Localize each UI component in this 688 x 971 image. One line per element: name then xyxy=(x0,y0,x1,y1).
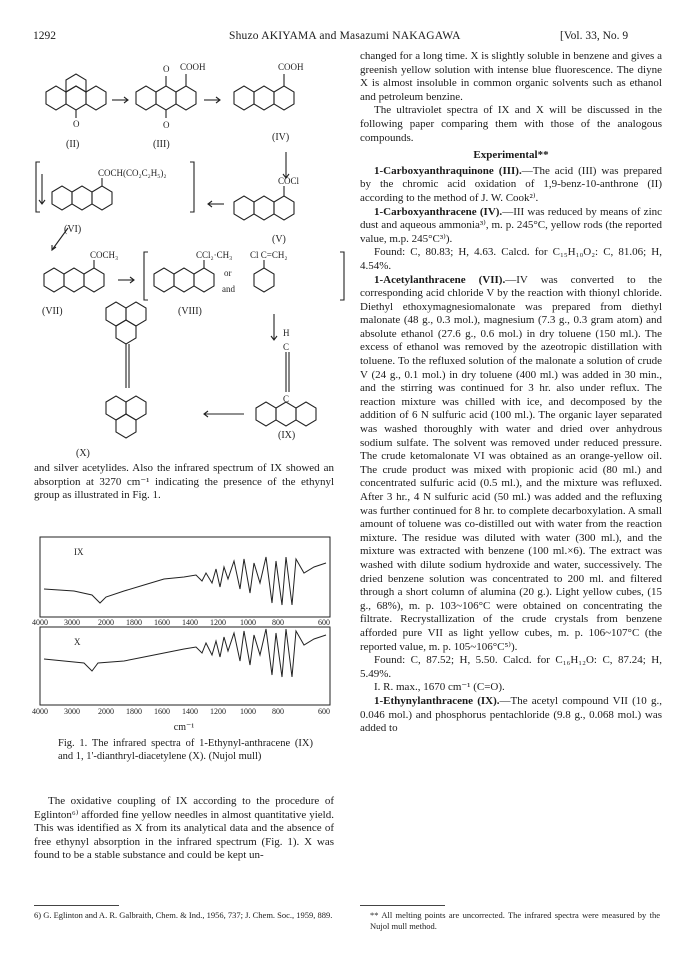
axis-tick-label: 800 xyxy=(272,707,284,716)
left-paragraph-2: The oxidative coupling of IX according to the procedure of Eglinton⁶⁾ afforded fine yellow needles in almost quantitative yield. This was identified as X from its analytical data and the absence of free ethynyl absorption in the infrared spectrum (Fig. 1). X was found to be a stable substance and could be kept un- xyxy=(34,795,334,862)
label-viii: (VIII) xyxy=(178,306,202,317)
analysis-vii: Found: C, 87.52; H, 5.50. Calcd. for C₁₆H₁₂O: C, 87.24; H, 5.49%. xyxy=(360,654,662,680)
axis-tick-label: 1800 xyxy=(126,618,142,627)
figure-caption: Fig. 1. The infrared spectra of 1-Ethynyl-anthracene (IX) and 1, 1'-dianthryl-diacetylene (X). (Nujol mull) xyxy=(58,738,313,762)
axis-tick-label: 3000 xyxy=(64,707,80,716)
procedure-iv: 1-Carboxyanthracene (IV).—III was reduced by means of zinc dust and aqueous ammonia³⁾, m. p. 245°C, yellow rods (the reported value, m.p. 245°C³⁾). xyxy=(360,205,663,245)
label-ix: (IX) xyxy=(278,430,296,441)
ir-vii: I. R. max., 1670 cm⁻¹ (C=O). xyxy=(374,681,505,694)
page-number: 1292 xyxy=(33,30,56,42)
procedure-vii-title: 1-Acetylanthracene (VII). xyxy=(374,273,506,286)
group-cooh-iv: COOH xyxy=(278,62,304,72)
procedure-iii: 1-Carboxyanthraquinone (III).—The acid (III) was prepared by the chromic acid oxidation of 1,9-benz-10-anthrone (II) according to the method of J. W. Cook²⁾. xyxy=(360,164,662,204)
group-cocl: COCl xyxy=(278,176,300,186)
axis-tick-label: 800 xyxy=(272,618,284,627)
axis-tick-label: 2000 xyxy=(98,707,114,716)
procedure-iv-title: 1-Carboxyanthracene (IV). xyxy=(374,205,503,218)
group-cooh-iii: COOH xyxy=(180,62,206,72)
axis-tick-label: 1400 xyxy=(182,707,198,716)
axis-tick-label: 600 xyxy=(318,707,330,716)
structure-x xyxy=(106,302,146,438)
atom-c2: C xyxy=(283,394,290,404)
axis-tick-label: 4000 xyxy=(32,707,48,716)
spectrum-ix-trace xyxy=(44,557,326,605)
procedure-vii: 1-Acetylanthracene (VII).—IV was converted to the corresponding acid chloride V by the reaction with thionyl chloride. Diethyl ethoxymagnesiomalonate was prepared from diethyl malonate (48 g., 0.3 mol.), magnesium (7.3 g., 0.3 gram atom) and absolute ethanol (27.6 g., 0.6 mol.) in dry toluene (150 ml.). The excess of ethanol was removed by the azeotropic distillation with toluene. To the refluxed solution of the malonate a solution of crude V (24 g., 0.1 mol.) in dry toluene (400 ml.) was added in 30 min., and the stirring was continued for 3 hr. also under reflux. The reaction mixture was chilled with ice, and decomposed by the addition of 6 N sulfuric acid (100 ml.). The organic layer separated was washed thoroughly with water and dried over anhydrous sodium sulfate. The solvent was removed under reduced pressure. The crude ketomalonate VI was obtained as an orange-yellow oil. The crude product was mixed with propionic acid (80 ml.) and concentrated sulfuric acid (0.5 ml.), and the mixture was refluxed. After 3 hr., 4 N sulfuric acid (50 ml.) was added and the refluxing was further continued for 8 hr. to complete decarboxylation. A small amount of toluene was co-distilled out with water from the reaction mixture. The residue was diluted with water (300 ml.), and the mixture was extracted with benzene (100 ml.×6). The extract was washed with dilute sodium hydroxide and water, successively. The dried benzene solution was concentrated to 200 ml. and filtered through a short column of alumina (20 g.). Light yellow cubes, (15 g., 68%), m. p. 103~106°C were obtained on concentrating the filtrate. Recrystallization of the crude crystals from benzene afforded pure VII as light yellow cubes, m. p. 106~107°C (the reported value, m. p. 105~106°C⁵⁾). xyxy=(360,273,662,653)
structure-vii xyxy=(44,260,104,292)
group-malonate: COCH(CO₂C₂H₅)₂ xyxy=(98,168,167,178)
structure-ix xyxy=(256,352,316,426)
axis-tick-label: 1800 xyxy=(126,707,142,716)
reaction-scheme xyxy=(28,52,348,460)
group-coch3: COCH₃ xyxy=(90,250,119,260)
spectrum-x-label: X xyxy=(74,637,81,647)
label-iv: (IV) xyxy=(272,132,290,143)
axis-tick-label: 1400 xyxy=(182,618,198,627)
footnote-experimental: ** All melting points are uncorrected. The infrared spectra were measured by the Nujol mull method. xyxy=(370,910,660,931)
label-iii: (III) xyxy=(153,139,170,150)
label-vii: (VII) xyxy=(42,306,63,317)
axis-tick-label: 2000 xyxy=(98,618,114,627)
footnote-rule-left xyxy=(34,905,119,906)
axis-tick-label: 1000 xyxy=(240,707,256,716)
volume-info: [Vol. 33, No. 9 xyxy=(560,30,629,42)
right-paragraph-1: changed for a long time. X is slightly soluble in benzene and gives a greenish yellow solution with intense blue fluorescence. The diyne X is almost insoluble in common organic solvents such as ethanol and petroleum benzine. xyxy=(360,50,662,103)
structure-vi xyxy=(52,178,112,210)
footnote-6: 6) G. Eglinton and A. R. Galbraith, Chem. & Ind., 1956, 737; J. Chem. Soc., 1959, 889. xyxy=(34,910,333,920)
structure-iv xyxy=(234,74,294,110)
axis-tick-label: 4000 xyxy=(32,618,48,627)
axis-tick-label: 1600 xyxy=(154,618,170,627)
group-o-iii: O xyxy=(163,64,170,74)
atom-h: H xyxy=(283,328,290,338)
right-paragraph-2: The ultraviolet spectra of IX and X will be discussed in the following paper comparing them with those of the analogous compounds. xyxy=(360,104,662,144)
right-column xyxy=(360,50,662,736)
structure-v xyxy=(234,186,294,220)
left-paragraph-1: and silver acetylides. Also the infrared spectrum of IX showed an absorption at 3270 cm⁻¹ indicating the presence of the ethynyl group as illustrated in Fig. 1. xyxy=(34,462,334,502)
spectrum-ix-label: IX xyxy=(74,547,84,557)
axis-tick-label: 600 xyxy=(318,618,330,627)
label-v: (V) xyxy=(272,234,286,245)
atom-c1: C xyxy=(283,342,290,352)
procedure-ix-title: 1-Ethynylanthracene (IX). xyxy=(374,694,500,707)
word-and: and xyxy=(222,284,235,294)
label-vi: (VI) xyxy=(64,224,82,235)
group-o-ii: O xyxy=(73,119,80,129)
axis-tick-label: 3000 xyxy=(64,618,80,627)
structure-viii xyxy=(154,260,274,292)
footnote-rule-right xyxy=(360,905,445,906)
group-o-iii-b: O xyxy=(163,120,170,130)
section-heading-experimental: Experimental** xyxy=(473,149,549,162)
label-x: (X) xyxy=(76,448,90,459)
figure-axis-unit: cm⁻¹ xyxy=(173,722,195,733)
axis-tick-label: 1200 xyxy=(210,707,226,716)
word-or: or xyxy=(224,268,232,278)
spectrum-x-trace xyxy=(44,629,326,677)
ir-spectra-figure xyxy=(34,533,334,719)
axis-tick-label: 1000 xyxy=(240,618,256,627)
structure-iii xyxy=(136,74,196,118)
group-clccH2: Cl C=CH₂ xyxy=(250,250,288,260)
axis-tick-label: 1200 xyxy=(210,618,226,627)
label-ii: (II) xyxy=(66,139,80,150)
procedure-ix: 1-Ethynylanthracene (IX).—The acetyl compound VII (10 g., 0.046 mol.) and phosphorus pentachloride (9.8 g., 0.068 mol.) was added to xyxy=(360,694,662,735)
running-authors: Shuzo AKIYAMA and Masazumi NAKAGAWA xyxy=(229,30,461,42)
axis-tick-label: 1600 xyxy=(154,707,170,716)
procedure-iii-title: 1-Carboxyanthraquinone (III). xyxy=(374,164,522,177)
analysis-iv: Found: C, 80.83; H, 4.63. Calcd. for C₁₅H₁₀O₂: C, 81.06; H, 4.54%. xyxy=(360,246,662,272)
group-ccl2ch3: CCl₂·CH₃ xyxy=(196,250,233,260)
structure-ii xyxy=(46,74,106,118)
spectrum-x-frame xyxy=(40,627,330,705)
